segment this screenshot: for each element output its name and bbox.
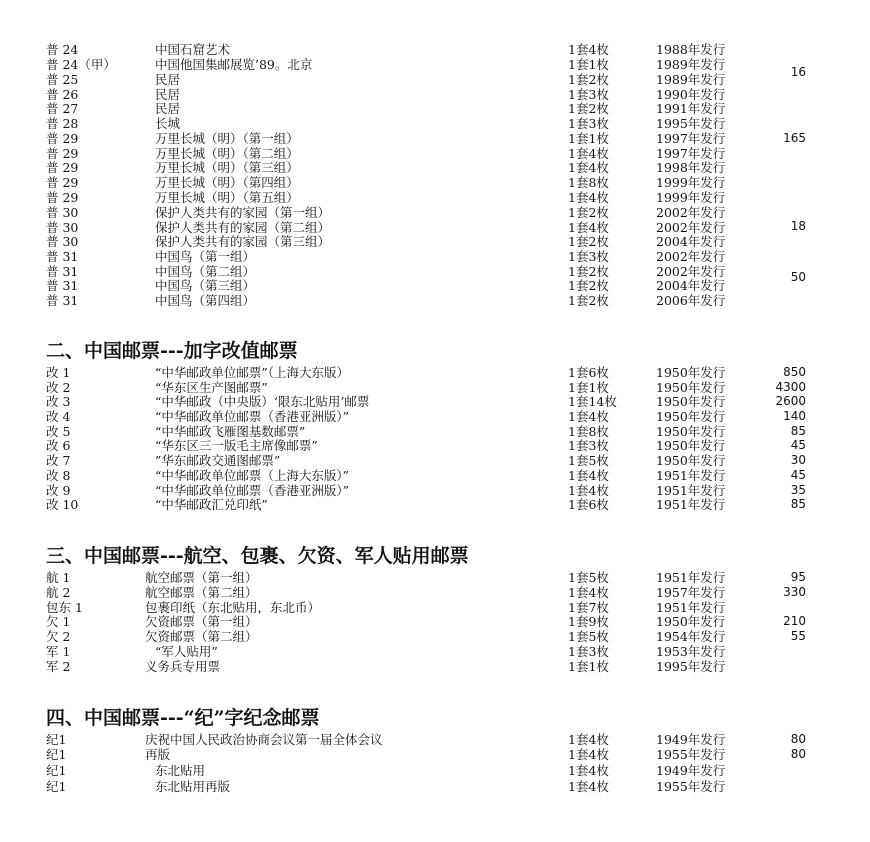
stamp-code: 包东 1 bbox=[46, 600, 83, 615]
stamp-set-count: 1套6枚 bbox=[568, 497, 609, 512]
stamp-name: 民居 bbox=[155, 72, 181, 87]
stamp-set-count: 1套4枚 bbox=[568, 160, 609, 175]
stamp-set-count: 1套5枚 bbox=[568, 570, 609, 585]
stamp-name: 保护人类共有的家园（第二组） bbox=[155, 220, 331, 235]
stamp-code: 普 29 bbox=[46, 146, 79, 161]
stamp-price: 85 bbox=[790, 497, 806, 511]
stamp-issue-year: 2006年发行 bbox=[656, 293, 726, 308]
stamp-set-count: 1套14枚 bbox=[568, 394, 617, 409]
stamp-issue-year: 1951年发行 bbox=[656, 483, 726, 498]
stamp-issue-year: 1950年发行 bbox=[656, 409, 726, 424]
stamp-set-count: 1套1枚 bbox=[568, 57, 609, 72]
stamp-issue-year: 1991年发行 bbox=[656, 101, 726, 116]
table-row bbox=[0, 190, 870, 205]
stamp-code: 改 8 bbox=[46, 468, 71, 483]
table-row bbox=[0, 365, 870, 380]
stamp-issue-year: 1950年发行 bbox=[656, 438, 726, 453]
stamp-price: 45 bbox=[790, 468, 806, 482]
group-price: 50 bbox=[790, 270, 806, 284]
stamp-issue-year: 1995年发行 bbox=[656, 659, 726, 674]
table-row bbox=[0, 438, 870, 453]
stamp-issue-year: 1997年发行 bbox=[656, 146, 726, 161]
stamp-code: 普 29 bbox=[46, 160, 79, 175]
stamp-set-count: 1套3枚 bbox=[568, 438, 609, 453]
stamp-name: 万里长城（明）（第一组） bbox=[155, 131, 299, 146]
stamp-set-count: 1套2枚 bbox=[568, 72, 609, 87]
stamp-code: 普 31 bbox=[46, 278, 79, 293]
stamp-code: 纪1 bbox=[46, 763, 67, 778]
stamp-name: 万里长城（明）（第二组） bbox=[155, 146, 299, 161]
stamp-price: 35 bbox=[790, 483, 806, 497]
stamp-set-count: 1套4枚 bbox=[568, 409, 609, 424]
stamp-issue-year: 1988年发行 bbox=[656, 42, 726, 57]
stamp-price: 2600 bbox=[775, 394, 806, 408]
stamp-issue-year: 1957年发行 bbox=[656, 585, 726, 600]
stamp-set-count: 1套8枚 bbox=[568, 175, 609, 190]
table-row bbox=[0, 409, 870, 424]
stamp-set-count: 1套2枚 bbox=[568, 278, 609, 293]
stamp-set-count: 1套2枚 bbox=[568, 101, 609, 116]
stamp-set-count: 1套1枚 bbox=[568, 380, 609, 395]
table-row bbox=[0, 175, 870, 190]
table-row bbox=[0, 600, 870, 615]
stamp-code: 改 5 bbox=[46, 424, 71, 439]
stamp-issue-year: 1998年发行 bbox=[656, 160, 726, 175]
stamp-code: 改 9 bbox=[46, 483, 71, 498]
stamp-name: “军人贴用” bbox=[155, 644, 218, 659]
table-row bbox=[0, 205, 870, 220]
stamp-issue-year: 1950年发行 bbox=[656, 380, 726, 395]
stamp-code: 普 29 bbox=[46, 131, 79, 146]
stamp-issue-year: 2004年发行 bbox=[656, 278, 726, 293]
stamp-name: 欠资邮票（第一组） bbox=[145, 614, 258, 629]
stamp-price: 80 bbox=[790, 732, 806, 746]
table-row bbox=[0, 72, 870, 87]
stamp-name: 东北贴用 bbox=[155, 763, 206, 778]
stamp-issue-year: 1951年发行 bbox=[656, 570, 726, 585]
stamp-issue-year: 2002年发行 bbox=[656, 264, 726, 279]
stamp-set-count: 1套4枚 bbox=[568, 42, 609, 57]
table-row bbox=[0, 747, 870, 762]
stamp-code: 军 1 bbox=[46, 644, 71, 659]
table-row bbox=[0, 483, 870, 498]
stamp-set-count: 1套4枚 bbox=[568, 585, 609, 600]
stamp-code: 普 30 bbox=[46, 234, 79, 249]
stamp-set-count: 1套5枚 bbox=[568, 453, 609, 468]
stamp-price: 85 bbox=[790, 424, 806, 438]
stamp-issue-year: 1953年发行 bbox=[656, 644, 726, 659]
stamp-issue-year: 1955年发行 bbox=[656, 747, 726, 762]
stamp-issue-year: 1950年发行 bbox=[656, 424, 726, 439]
table-row bbox=[0, 732, 870, 747]
stamp-code: 普 25 bbox=[46, 72, 79, 87]
stamp-name: “中华邮政飞雁图基数邮票” bbox=[155, 424, 306, 439]
table-row bbox=[0, 57, 870, 72]
stamp-name: 中国石窟艺术 bbox=[155, 42, 231, 57]
stamp-code: 普 31 bbox=[46, 264, 79, 279]
stamp-code: 改 2 bbox=[46, 380, 71, 395]
stamp-set-count: 1套7枚 bbox=[568, 600, 609, 615]
table-row bbox=[0, 234, 870, 249]
table-row bbox=[0, 146, 870, 161]
stamp-name: 欠资邮票（第二组） bbox=[145, 629, 258, 644]
stamp-name: “中华邮政单位邮票”（上海大东版） bbox=[155, 365, 350, 380]
stamp-name: 庆祝中国人民政治协商会议第一届全体会议 bbox=[145, 732, 383, 747]
stamp-set-count: 1套3枚 bbox=[568, 644, 609, 659]
stamp-name: 义务兵专用票 bbox=[145, 659, 221, 674]
stamp-set-count: 1套1枚 bbox=[568, 131, 609, 146]
stamp-name: “中华邮政汇兑印纸” bbox=[155, 497, 268, 512]
stamp-code: 航 2 bbox=[46, 585, 71, 600]
table-row bbox=[0, 659, 870, 674]
stamp-name: ”华东邮政交通图邮票” bbox=[155, 453, 281, 468]
stamp-code: 普 31 bbox=[46, 293, 79, 308]
stamp-issue-year: 1995年发行 bbox=[656, 116, 726, 131]
stamp-set-count: 1套3枚 bbox=[568, 249, 609, 264]
stamp-name: 再版 bbox=[145, 747, 171, 762]
stamp-name: 航空邮票（第二组） bbox=[145, 585, 258, 600]
stamp-name: “华东区生产图邮票” bbox=[155, 380, 268, 395]
stamp-price: 330 bbox=[783, 585, 806, 599]
stamp-set-count: 1套4枚 bbox=[568, 468, 609, 483]
stamp-issue-year: 1989年发行 bbox=[656, 72, 726, 87]
stamp-name: 东北贴用再版 bbox=[155, 779, 231, 794]
stamp-set-count: 1套1枚 bbox=[568, 659, 609, 674]
stamp-name: 万里长城（明）（第四组） bbox=[155, 175, 299, 190]
group-price: 16 bbox=[790, 65, 806, 79]
stamp-code: 改 3 bbox=[46, 394, 71, 409]
stamp-price: 30 bbox=[790, 453, 806, 467]
stamp-price: 210 bbox=[783, 614, 806, 628]
table-row bbox=[0, 629, 870, 644]
stamp-issue-year: 1949年发行 bbox=[656, 763, 726, 778]
stamp-name: 中国他国集邮展览’89。北京 bbox=[155, 57, 313, 72]
stamp-code: 普 24（甲） bbox=[46, 57, 116, 72]
table-row bbox=[0, 394, 870, 409]
stamp-code: 普 30 bbox=[46, 205, 79, 220]
stamp-name: 保护人类共有的家园（第三组） bbox=[155, 234, 331, 249]
stamp-code: 欠 1 bbox=[46, 614, 71, 629]
stamp-issue-year: 1999年发行 bbox=[656, 175, 726, 190]
table-row bbox=[0, 42, 870, 57]
table-row bbox=[0, 278, 870, 293]
group-price: 18 bbox=[790, 219, 806, 233]
stamp-set-count: 1套4枚 bbox=[568, 483, 609, 498]
stamp-code: 普 30 bbox=[46, 220, 79, 235]
stamp-issue-year: 1999年发行 bbox=[656, 190, 726, 205]
stamp-code: 改 7 bbox=[46, 453, 71, 468]
stamp-price: 45 bbox=[790, 438, 806, 452]
stamp-issue-year: 1950年发行 bbox=[656, 453, 726, 468]
stamp-name: “中华邮政单位邮票（香港亚洲版）” bbox=[155, 409, 350, 424]
stamp-name: 中国鸟（第二组） bbox=[155, 264, 256, 279]
stamp-set-count: 1套3枚 bbox=[568, 87, 609, 102]
stamp-code: 普 27 bbox=[46, 101, 79, 116]
stamp-name: 包裹印纸（东北贴用，东北币） bbox=[145, 600, 321, 615]
table-row bbox=[0, 614, 870, 629]
stamp-price: 850 bbox=[783, 365, 806, 379]
stamp-code: 改 4 bbox=[46, 409, 71, 424]
stamp-issue-year: 1951年发行 bbox=[656, 468, 726, 483]
stamp-set-count: 1套4枚 bbox=[568, 732, 609, 747]
stamp-set-count: 1套4枚 bbox=[568, 190, 609, 205]
stamp-code: 欠 2 bbox=[46, 629, 71, 644]
stamp-issue-year: 1949年发行 bbox=[656, 732, 726, 747]
table-row bbox=[0, 220, 870, 235]
stamp-code: 改 10 bbox=[46, 497, 79, 512]
stamp-set-count: 1套2枚 bbox=[568, 293, 609, 308]
stamp-issue-year: 1951年发行 bbox=[656, 600, 726, 615]
section-heading: 二、中国邮票---加字改值邮票 bbox=[46, 340, 298, 362]
table-row bbox=[0, 763, 870, 778]
stamp-name: 民居 bbox=[155, 87, 181, 102]
stamp-code: 普 26 bbox=[46, 87, 79, 102]
stamp-price: 55 bbox=[790, 629, 806, 643]
table-row bbox=[0, 249, 870, 264]
stamp-name: “华东区三一版毛主席像邮票” bbox=[155, 438, 318, 453]
stamp-issue-year: 2002年发行 bbox=[656, 205, 726, 220]
stamp-issue-year: 1951年发行 bbox=[656, 497, 726, 512]
stamp-issue-year: 2004年发行 bbox=[656, 234, 726, 249]
table-row bbox=[0, 131, 870, 146]
stamp-set-count: 1套6枚 bbox=[568, 365, 609, 380]
table-row bbox=[0, 779, 870, 794]
stamp-set-count: 1套3枚 bbox=[568, 116, 609, 131]
stamp-set-count: 1套4枚 bbox=[568, 779, 609, 794]
stamp-set-count: 1套4枚 bbox=[568, 220, 609, 235]
stamp-set-count: 1套5枚 bbox=[568, 629, 609, 644]
table-row bbox=[0, 570, 870, 585]
stamp-issue-year: 2002年发行 bbox=[656, 249, 726, 264]
table-row bbox=[0, 453, 870, 468]
stamp-name: 航空邮票（第一组） bbox=[145, 570, 258, 585]
stamp-code: 普 29 bbox=[46, 190, 79, 205]
stamp-issue-year: 1989年发行 bbox=[656, 57, 726, 72]
table-row bbox=[0, 116, 870, 131]
stamp-name: 中国鸟（第四组） bbox=[155, 293, 256, 308]
table-row bbox=[0, 101, 870, 116]
stamp-price: 4300 bbox=[775, 380, 806, 394]
stamp-set-count: 1套2枚 bbox=[568, 205, 609, 220]
table-row bbox=[0, 293, 870, 308]
stamp-price: 80 bbox=[790, 747, 806, 761]
stamp-issue-year: 1950年发行 bbox=[656, 365, 726, 380]
stamp-issue-year: 1954年发行 bbox=[656, 629, 726, 644]
table-row bbox=[0, 497, 870, 512]
stamp-code: 改 6 bbox=[46, 438, 71, 453]
table-row bbox=[0, 424, 870, 439]
stamp-name: “中华邮政单位邮票（香港亚洲版）” bbox=[155, 483, 350, 498]
stamp-set-count: 1套4枚 bbox=[568, 763, 609, 778]
stamp-name: “中华邮政（中央版）‘限东北贴用’邮票 bbox=[155, 394, 370, 409]
stamp-code: 普 29 bbox=[46, 175, 79, 190]
section-heading: 四、中国邮票---“纪”字纪念邮票 bbox=[46, 707, 320, 729]
stamp-issue-year: 1950年发行 bbox=[656, 614, 726, 629]
stamp-set-count: 1套9枚 bbox=[568, 614, 609, 629]
stamp-set-count: 1套2枚 bbox=[568, 234, 609, 249]
stamp-code: 航 1 bbox=[46, 570, 71, 585]
stamp-name: “中华邮政单位邮票（上海大东版）” bbox=[155, 468, 350, 483]
section-heading: 三、中国邮票---航空、包裹、欠资、军人贴用邮票 bbox=[46, 545, 469, 567]
stamp-code: 纪1 bbox=[46, 747, 67, 762]
stamp-price: 95 bbox=[790, 570, 806, 584]
stamp-name: 中国鸟（第三组） bbox=[155, 278, 256, 293]
stamp-code: 普 31 bbox=[46, 249, 79, 264]
table-row bbox=[0, 264, 870, 279]
stamp-set-count: 1套2枚 bbox=[568, 264, 609, 279]
stamp-code: 普 24 bbox=[46, 42, 79, 57]
stamp-name: 万里长城（明）（第五组） bbox=[155, 190, 299, 205]
table-row bbox=[0, 644, 870, 659]
stamp-name: 民居 bbox=[155, 101, 181, 116]
stamp-name: 长城 bbox=[155, 116, 181, 131]
stamp-name: 中国鸟（第一组） bbox=[155, 249, 256, 264]
stamp-issue-year: 1950年发行 bbox=[656, 394, 726, 409]
stamp-code: 纪1 bbox=[46, 779, 67, 794]
table-row bbox=[0, 87, 870, 102]
stamp-code: 纪1 bbox=[46, 732, 67, 747]
stamp-set-count: 1套4枚 bbox=[568, 146, 609, 161]
stamp-issue-year: 2002年发行 bbox=[656, 220, 726, 235]
stamp-price: 140 bbox=[783, 409, 806, 423]
table-row bbox=[0, 160, 870, 175]
stamp-issue-year: 1997年发行 bbox=[656, 131, 726, 146]
stamp-issue-year: 1955年发行 bbox=[656, 779, 726, 794]
stamp-code: 改 1 bbox=[46, 365, 71, 380]
stamp-code: 普 28 bbox=[46, 116, 79, 131]
stamp-set-count: 1套4枚 bbox=[568, 747, 609, 762]
stamp-issue-year: 1990年发行 bbox=[656, 87, 726, 102]
stamp-name: 保护人类共有的家园（第一组） bbox=[155, 205, 331, 220]
stamp-name: 万里长城（明）（第三组） bbox=[155, 160, 299, 175]
table-row bbox=[0, 468, 870, 483]
stamp-code: 军 2 bbox=[46, 659, 71, 674]
table-row bbox=[0, 380, 870, 395]
table-row bbox=[0, 585, 870, 600]
group-price: 165 bbox=[783, 131, 806, 145]
stamp-set-count: 1套8枚 bbox=[568, 424, 609, 439]
